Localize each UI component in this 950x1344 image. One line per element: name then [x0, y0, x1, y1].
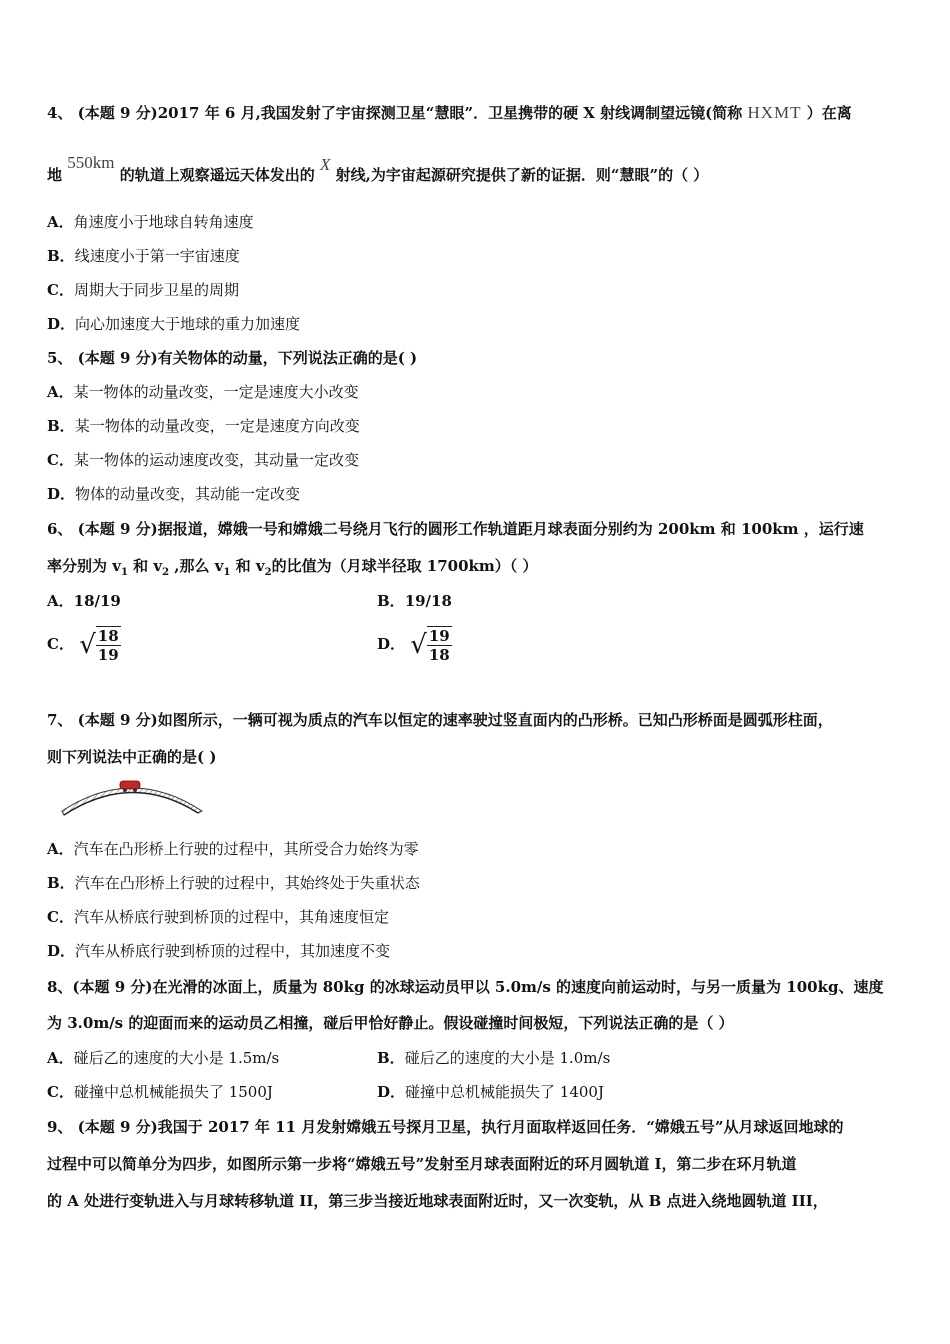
q4-line-2	[47, 153, 709, 185]
q4-x-symbol: X	[319, 155, 331, 174]
q5-option-a	[47, 381, 359, 402]
option-key: A．	[47, 840, 74, 858]
q7-option-a	[47, 838, 419, 859]
q5-option-b	[47, 415, 360, 436]
option-text: 碰后乙的速度的大小是 1.5m/s	[73, 1049, 280, 1067]
q8-option-c	[47, 1081, 273, 1102]
q4-line-2-tail: 射线,为宇宙起源研究提供了新的证据．则“慧眼”的（ ）	[335, 166, 709, 184]
option-key: D．	[47, 485, 76, 503]
option-key: C．	[47, 451, 74, 469]
option-text: 线速度小于第一宇宙速度	[74, 247, 240, 265]
q7-option-c	[47, 906, 389, 927]
subscript: 1	[120, 567, 128, 578]
option-text: 周期大于同步卫星的周期	[73, 281, 239, 299]
option-text: 角速度小于地球自转角速度	[73, 213, 254, 231]
fraction	[427, 626, 452, 664]
option-key: A．	[47, 383, 74, 401]
subscript: 2	[264, 567, 272, 578]
option-text: 碰撞中总机械能损失了 1500J	[73, 1083, 273, 1101]
option-key: B．	[47, 417, 75, 435]
car-icon	[120, 781, 140, 789]
q7-option-b	[47, 872, 420, 893]
q6-text: 的比值为（月球半径取 1700km）（ ）	[271, 557, 538, 575]
q5-stem: 5、 (本题 9 分)有关物体的动量，下列说法正确的是( )	[47, 349, 418, 367]
q4-option-b	[47, 245, 240, 266]
sqrt-icon: √	[79, 630, 96, 660]
q4-abbr: HXMT	[747, 103, 802, 122]
denominator: 19	[97, 646, 119, 664]
q6-option-a	[47, 590, 121, 611]
option-text: 物体的动量改变，其动能一定改变	[75, 485, 301, 503]
q4-option-a	[47, 211, 254, 232]
q6-line-1: 6、 (本题 9 分)据报道，嫦娥一号和嫦娥二号绕月飞行的圆形工作轨道距月球表面分别约为 200km 和 100km ，运行速	[47, 520, 864, 538]
option-key: C．	[47, 1083, 74, 1101]
option-text: 碰后乙的速度的大小是 1.0m/s	[404, 1049, 611, 1067]
q4-line-1-tail: ）在离	[806, 104, 852, 122]
q6-text: ,那么 v	[169, 557, 224, 575]
q5-option-d	[47, 483, 300, 504]
q8-option-a	[47, 1047, 279, 1068]
option-text: 某一物体的运动速度改变，其动量一定改变	[73, 451, 359, 469]
convex-bridge-figure	[60, 775, 210, 825]
option-key: D．	[47, 942, 76, 960]
option-key: B．	[47, 874, 75, 892]
q9-line-1: 9、 (本题 9 分)我国于 2017 年 11 月发射嫦娥五号探月卫星，执行月面取样返回任务．“嫦娥五号”从月球返回地球的	[47, 1118, 844, 1136]
option-key: C．	[47, 908, 74, 926]
option-key: A．	[47, 1049, 74, 1067]
subscript: 2	[162, 567, 170, 578]
q4-line-1-text: 4、 (本题 9 分)2017 年 6 月,我国发射了宇宙探测卫星“慧眼”．卫星携带的硬 X 射线调制望远镜(简称	[47, 104, 743, 122]
q8-option-d	[377, 1081, 604, 1102]
q4-line-2-lead: 地	[47, 166, 63, 184]
q4-option-d	[47, 313, 300, 334]
option-key: D．	[47, 315, 76, 333]
sqrt-icon: √	[410, 630, 427, 660]
option-text: 19/18	[404, 592, 452, 610]
q6-option-b	[377, 590, 452, 611]
option-key: B．	[47, 247, 75, 265]
q6-text: 和 v	[230, 557, 265, 575]
q4-orbit-height: 550km	[67, 153, 115, 172]
option-key: D．	[377, 1083, 406, 1101]
denominator: 18	[428, 646, 450, 664]
q9-line-3: 的 A 处进行变轨进入与月球转移轨道 II，第三步当接近地球表面附近时，又一次变轨，从 B 点进入绕地圆轨道 III，	[47, 1192, 828, 1210]
q6-text: 和 v	[127, 557, 163, 575]
q6-option-d	[377, 626, 452, 664]
option-text: 碰撞中总机械能损失了 1400J	[405, 1083, 604, 1101]
q4-line-1	[47, 102, 852, 123]
q6-option-c	[47, 626, 121, 664]
option-text: 汽车在凸形桥上行驶的过程中，其所受合力始终为零	[73, 840, 419, 858]
q7-line-2: 则下列说法中正确的是( )	[47, 748, 217, 766]
q7-line-1: 7、 (本题 9 分)如图所示，一辆可视为质点的汽车以恒定的速率驶过竖直面内的凸形桥。已知凸形桥面是圆弧形柱面，	[47, 711, 833, 729]
q7-option-d	[47, 940, 390, 961]
option-text: 汽车从桥底行驶到桥顶的过程中，其加速度不变	[75, 942, 391, 960]
q4-line-2-mid: 的轨道上观察遥远天体发出的	[119, 166, 315, 184]
option-key: B．	[377, 592, 405, 610]
q6-line-2	[47, 555, 538, 578]
fraction	[96, 626, 121, 664]
numerator: 18	[97, 627, 119, 645]
option-text: 向心加速度大于地球的重力加速度	[75, 315, 301, 333]
subscript: 1	[223, 567, 231, 578]
q8-line-1: 8、(本题 9 分)在光滑的冰面上，质量为 80kg 的冰球运动员甲以 5.0m/s 的速度向前运动时，与另一质量为 100kg、速度	[47, 978, 884, 996]
q8-option-b	[377, 1047, 610, 1068]
option-text: 某一物体的动量改变，一定是速度方向改变	[74, 417, 360, 435]
option-text: 汽车从桥底行驶到桥顶的过程中，其角速度恒定	[73, 908, 389, 926]
option-text: 某一物体的动量改变，一定是速度大小改变	[73, 383, 359, 401]
option-key: D．	[377, 635, 406, 653]
option-key: B．	[377, 1049, 405, 1067]
q5-option-c	[47, 449, 359, 470]
option-text: 18/19	[73, 592, 121, 610]
option-key: C．	[47, 281, 74, 299]
q9-line-2: 过程中可以简单分为四步，如图所示第一步将“嫦娥五号”发射至月球表面附近的环月圆轨道 I，第二步在环月轨道	[47, 1155, 797, 1173]
q4-option-c	[47, 279, 239, 300]
q6-text: 率分别为 v	[47, 557, 121, 575]
option-key: A．	[47, 592, 74, 610]
q8-line-2: 为 3.0m/s 的迎面而来的运动员乙相撞，碰后甲恰好静止。假设碰撞时间极短，下列说法正确的是（ ）	[47, 1014, 734, 1032]
option-key: C．	[47, 635, 74, 653]
numerator: 19	[428, 627, 450, 645]
option-key: A．	[47, 213, 74, 231]
option-text: 汽车在凸形桥上行驶的过程中，其始终处于失重状态	[74, 874, 420, 892]
